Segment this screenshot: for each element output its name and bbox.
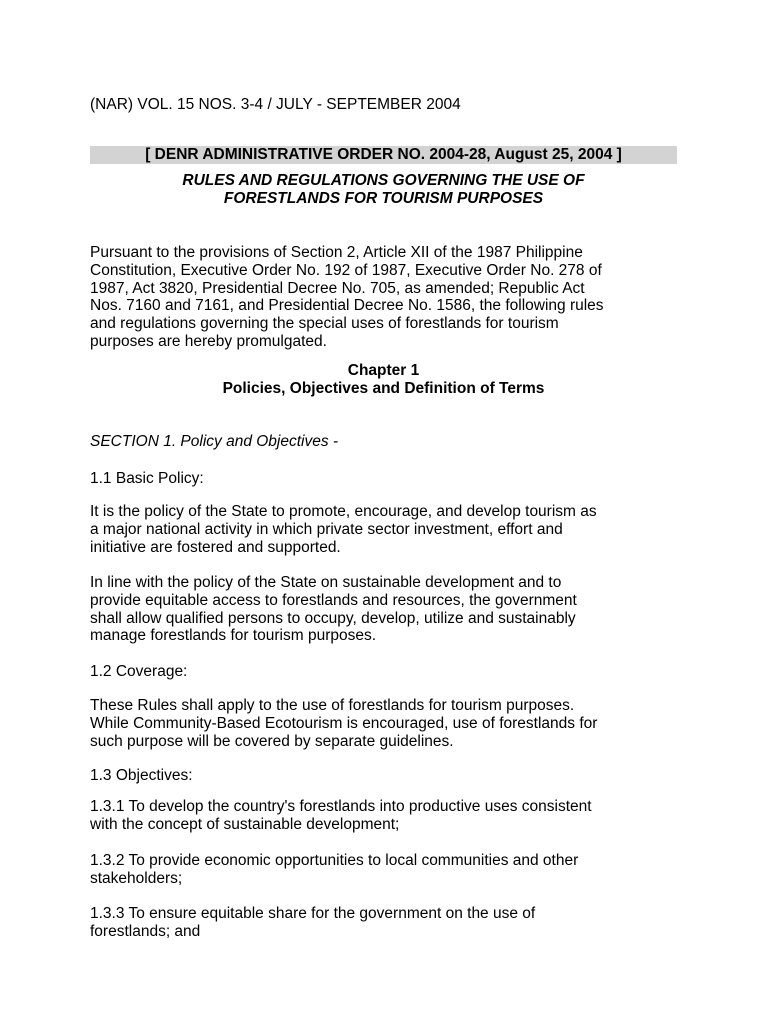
objective-item-1	[90, 798, 690, 834]
paragraph-line: a major national activity in which private sector investment, effort and	[90, 520, 563, 538]
chapter-title: Policies, Objectives and Definition of Terms	[222, 380, 545, 397]
coverage-paragraph	[90, 697, 690, 750]
paragraph-line: These Rules shall apply to the use of forestlands for tourism purposes.	[90, 697, 575, 714]
order-number-banner: [ DENR ADMINISTRATIVE ORDER NO. 2004-28, August 25, 2004 ]	[90, 146, 677, 164]
paragraph-line: forestlands; and	[90, 922, 201, 940]
paragraph-line: initiative are fostered and supported.	[90, 538, 341, 556]
chapter-number: Chapter 1	[347, 362, 420, 379]
paragraph-line: While Community-Based Ecotourism is encouraged, use of forestlands for	[90, 714, 598, 732]
chapter-heading	[90, 362, 677, 398]
subsection-heading-coverage: 1.2 Coverage:	[90, 663, 188, 680]
paragraph-line: with the concept of sustainable development;	[90, 815, 400, 833]
preamble-line: Pursuant to the provisions of Section 2, Article XII of the 1987 Philippine	[90, 244, 583, 261]
paragraph-line: provide equitable access to forestlands and resources, the government	[90, 591, 577, 609]
paragraph-line: shall allow qualified persons to occupy, develop, utilize and sustainably	[90, 609, 576, 627]
subsection-heading-basic-policy: 1.1 Basic Policy:	[90, 470, 204, 487]
paragraph-line: stakeholders;	[90, 869, 183, 887]
preamble-line: purposes are hereby promulgated.	[90, 332, 327, 350]
order-title-line: RULES AND REGULATIONS GOVERNING THE USE OF	[182, 172, 585, 189]
objective-item-2	[90, 852, 690, 888]
paragraph-line: manage forestlands for tourism purposes.	[90, 627, 377, 645]
paragraph-line: In line with the policy of the State on sustainable development and to	[90, 574, 562, 591]
paragraph-line: It is the policy of the State to promote, encourage, and develop tourism as	[90, 503, 597, 520]
paragraph-line: 1.3.2 To provide economic opportunities to local communities and other	[90, 852, 579, 869]
preamble-paragraph	[90, 244, 690, 351]
preamble-line: and regulations governing the special uses of forestlands for tourism	[90, 315, 559, 333]
section-heading: SECTION 1. Policy and Objectives -	[90, 433, 339, 450]
preamble-line: 1987, Act 3820, Presidential Decree No. 705, as amended; Republic Act	[90, 279, 585, 297]
paragraph-line: 1.3.3 To ensure equitable share for the government on the use of	[90, 905, 536, 922]
paragraph-line: 1.3.1 To develop the country's forestlands into productive uses consistent	[90, 798, 592, 815]
preamble-line: Constitution, Executive Order No. 192 of 1987, Executive Order No. 278 of	[90, 261, 602, 279]
preamble-line: Nos. 7160 and 7161, and Presidential Decree No. 1586, the following rules	[90, 297, 604, 315]
basic-policy-paragraph-1	[90, 503, 690, 556]
order-title-line: FORESTLANDS FOR TOURISM PURPOSES	[223, 190, 544, 207]
basic-policy-paragraph-2	[90, 574, 690, 645]
order-title	[90, 172, 677, 208]
subsection-heading-objectives: 1.3 Objectives:	[90, 767, 193, 784]
objective-item-3	[90, 905, 690, 941]
paragraph-line: such purpose will be covered by separate guidelines.	[90, 732, 454, 750]
publication-source: (NAR) VOL. 15 NOS. 3-4 / JULY - SEPTEMBER 2004	[90, 96, 461, 113]
